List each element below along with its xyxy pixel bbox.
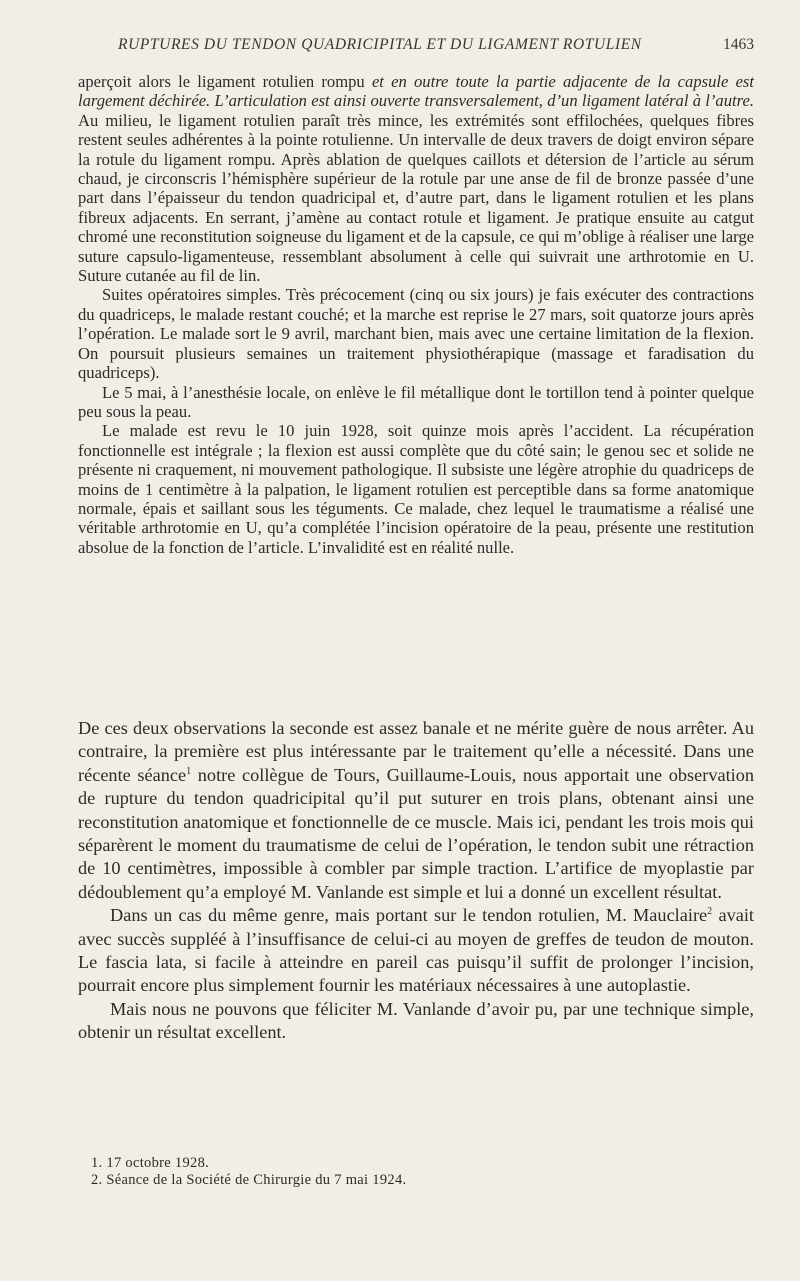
footnotes — [91, 1155, 406, 1189]
text-run: De ces deux observations la seconde est assez banale et ne mérite guère de nous arrêter. Au contraire, la première est plus intéressante par le traitement qu’elle a nécessité. Dans une récente séance — [78, 718, 754, 785]
commentary-paragraph — [78, 904, 754, 998]
page-number: 1463 — [723, 36, 754, 53]
text-run: notre collègue de Tours, Guillaume-Louis, nous apportait une observation de rupture du tendon quadricipital qu’il put suturer en trois plans, obtenant ainsi une reconstitution anatomique et fonctionnelle de ce muscle. Mais ici, pendant les trois mois qui séparèrent le moment du traumatisme de celui de l’opération, le tendon subit une rétraction de 10 centimètres, impossible à combler par simple traction. L’artifice de myoplastie par dédoublement qu’a employé M. Vanlande est simple et lui a donné un excellent résultat. — [78, 764, 755, 902]
text-run: aperçoit alors le ligament rotulien rompu — [78, 72, 372, 91]
footnote: 1. 17 octobre 1928. — [91, 1155, 210, 1171]
running-head — [118, 36, 754, 54]
running-title: RUPTURES DU TENDON QUADRICIPITAL ET DU LIGAMENT ROTULIEN — [118, 36, 642, 53]
text-run: Dans un cas du même genre, mais portant sur le tendon rotulien, M. Mauclaire — [110, 905, 708, 926]
footnote: 2. Séance de la Société de Chirurgie du 7 mai 1924. — [91, 1172, 407, 1188]
italic-run: et en outre toute la partie adjacente de la capsule est largement déchirée. L’articulation est ainsi ouverte transversalement, d’un ligament latéral à l’autre. — [78, 72, 755, 111]
observation-paragraph: Suites opératoires simples. Très précocement (cinq ou six jours) je fais exécuter des contractions du quadriceps, le malade restant couché; et la marche est reprise le 27 mars, soit quatorze jours après l’opération. Le malade sort le 9 avril, marchant bien, mais avec une certaine limitation de la flexion. On poursuit plusieurs semaines un traitement physiothérapique (massage et faradisation du quadriceps). — [78, 285, 754, 383]
commentary-paragraph: Mais nous ne pouvons que féliciter M. Vanlande d’avoir pu, par une technique simple, obtenir un résultat excellent. — [78, 998, 754, 1043]
text-run: avait avec succès suppléé à l’insuffisance de celui-ci au moyen de greffes de teudon de mouton. Le fascia lata, si facile à atteindre en pareil cas puisqu’il suffit de prolonger l’incision, pourrait encore plus simplement fournir les matériaux nécessaires à une autoplastie. — [78, 905, 754, 996]
footnote-ref: 1 — [186, 765, 192, 777]
observation-text — [78, 72, 754, 557]
commentary-text — [78, 717, 754, 1045]
observation-paragraph: Le malade est revu le 10 juin 1928, soit quinze mois après l’accident. La récupération fonctionnelle est intégrale ; la flexion est aussi complète que du côté sain; le genou sec et solide ne présente ni craquement, ni mouvement pathologique. Il subsiste une légère atrophie du quadriceps de moins de 1 centimètre à la palpation, le ligament rotulien est perceptible dans sa forme anatomique normale, épais et saillant sous les téguments. Ce malade, chez lequel le traumatisme a réalisé une véritable arthrotomie en U, qu’a complétée l’incision opératoire de la peau, présente une restitution absolue de la fonction de l’article. L’invalidité est en réalité nulle. — [78, 421, 754, 557]
observation-paragraph — [78, 72, 754, 285]
footnote-ref: 2 — [707, 906, 713, 918]
observation-paragraph: Le 5 mai, à l’anesthésie locale, on enlève le fil métallique dont le tortillon tend à pointer quelque peu sous la peau. — [78, 382, 754, 421]
text-run: Au milieu, le ligament rotulien paraît très mince, les extrémités sont effilochées, quelques fibres restent seules adhérentes à la pointe rotulienne. Un intervalle de deux travers de doigt environ sépare la rotule du ligament rompu. Après ablation de quelques caillots et détersion de l’article au sérum chaud, je circonscris l’hémisphère supérieur de la rotule par une anse de fil de bronze passée d’une part dans l’épaisseur du tendon quadricipal et, d’autre part, dans le ligament rotulien et les plans fibreux adjacents. En serrant, j’amène au contact rotule et ligament. Je pratique ensuite au catgut chromé une reconstitution soigneuse du ligament et de la capsule, ce qui m’oblige à réaliser une large suture capsulo-ligamenteuse, ressemblant absolument à celle qui suivrait une arthrotomie en U. Suture cutanée au fil de lin. — [78, 110, 754, 286]
commentary-paragraph — [78, 717, 754, 904]
